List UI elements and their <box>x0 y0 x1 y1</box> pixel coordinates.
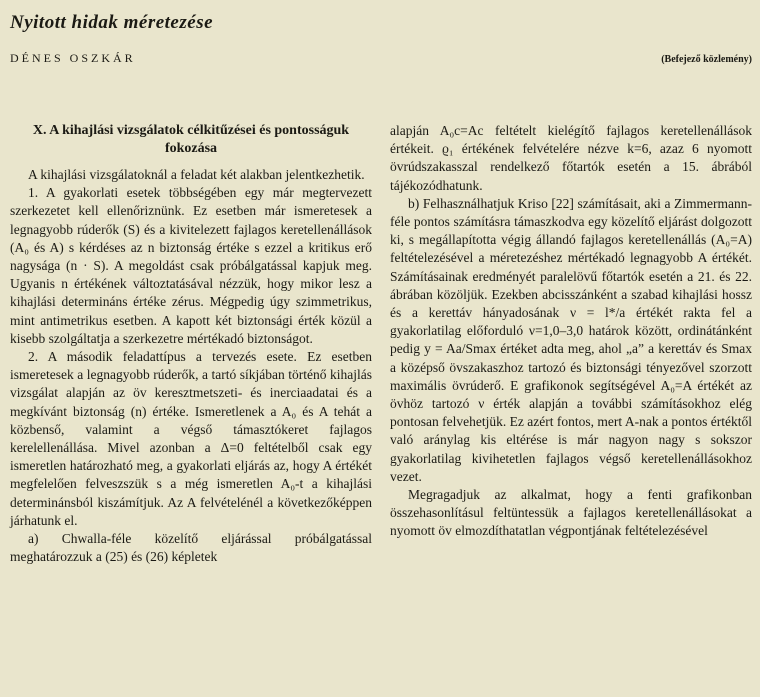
paragraph: Megragadjuk az alkalmat, hogy a fenti grafikonban összehasonlításul feltüntessük a fajlagos keretellenállásokat a nyomott öv elmozdíthatatlan végpontjának feltételezésével <box>390 487 752 539</box>
paragraph: 2. A második feladattípus a tervezés esete. Ez esetben ismeretesek a legnagyobb rúderők, a tartó síkjában történő kihajlás vizsgálat alapján az öv keresztmetszeti- és inerciaadatai és a megkívánt biztonság (n) értéke. Ismeretlenek a A₀ és A tehát a közbenső, valamint a végső támasztókeret fajlagos kerelellenállása. Mivel azonban a Δ=0 feltételből csak egy ismeretlen határozható meg, a gyakorlati eljárás az, hogy A értékét megfelelően felveszszük s a még ismeretlen A₀-t a kihajlási determinánsból kiszámítjuk. Az A felvételénél a következőképpen járhatunk el. <box>10 349 372 528</box>
paragraph: a) Chwalla-féle közelítő eljárással próbálgatással meghatározzuk a (25) és (26) képletek <box>10 531 372 565</box>
paragraph: b) Felhasználhatjuk Kriso [22] számításait, aki a Zimmermann-féle pontos számításra támaszkodva egy közelítő eljárást dolgozott ki, s megállapította végig állandó fajlagos keretellenállás (A₀=A) feltételezésével a méretezéshez mértékadó legnagyobb A értékét. Számításainak eredményét paralelövű főtartók esetén a 21. és 22. ábrában közöljük. Ezekben abcisszánként a szabad kihajlási hossz és a kerettáv hányadosának ν = l*/a értékét rakta fel a gyakorlatilag előforduló ν=1,0–3,0 határok között, ordinátánként pedig y = Aa/Smax értéket adta meg, ahol „a” a kerettáv és Smax a középső övszakaszhoz tartozó és biztonsági tényezővel szorzott maximális övrúderő. E grafikonok segítségével A₀=A értékét az övhöz tartozó ν érték alapján a további számításokhoz elég pontosan felvehetjük. Ez azért fontos, mert A-nak a pontos értéktől való aránylag kis eltérése is már nagyon nagy s sokszor gyakorlatilag kivihetetlen fajlagos végső keretellenállásokhoz vezet. <box>390 195 752 484</box>
author-name: DÉNES OSZKÁR <box>10 51 136 65</box>
continuation-note: (Befejező közlemény) <box>661 54 752 65</box>
left-column <box>10 122 372 566</box>
paragraph: A kihajlási vizsgálatoknál a feladat két alakban jelentkezhetik. <box>28 167 365 182</box>
right-column <box>390 122 752 541</box>
paragraph: alapján A₀c=Ac feltételt kielégítő fajlagos keretellenállások értékeit. ϱ₁ értékének felvételére nézve k=6, azaz 6 nyomott övrúdszakasszal rendelkező főtartók esetén a 15. ábrából tájékozódhatunk. <box>390 123 752 193</box>
article-title: Nyitott hidak méretezése <box>10 12 214 33</box>
section-heading: X. A kihajlási vizsgálatok célkitűzései és pontosságuk fokozása <box>32 123 350 156</box>
paragraph: 1. A gyakorlati esetek többségében egy már megtervezett szerkezetet kell ellenőriznünk. Ez esetben már ismeretesek a legnagyobb rúderők (S) és a kivitelezett fajlagos keretellenállások (A₀ és A) s kérdéses az n biztonság értéke s ezzel a kritikus erő nagysága (n · S). A megoldást csak próbálgatással kapjuk meg. Ugyanis n értékének változtatásával nézzük, hogy mikor lesz a kihajlási determináns értéke zérus. Mégpedig úgy szimmetrikus, mint antimetrikus esetben. A kapott két biztonsági érték közül a kisebb szolgáltatja a szerkezetre mértékadó biztonságot. <box>10 185 372 346</box>
